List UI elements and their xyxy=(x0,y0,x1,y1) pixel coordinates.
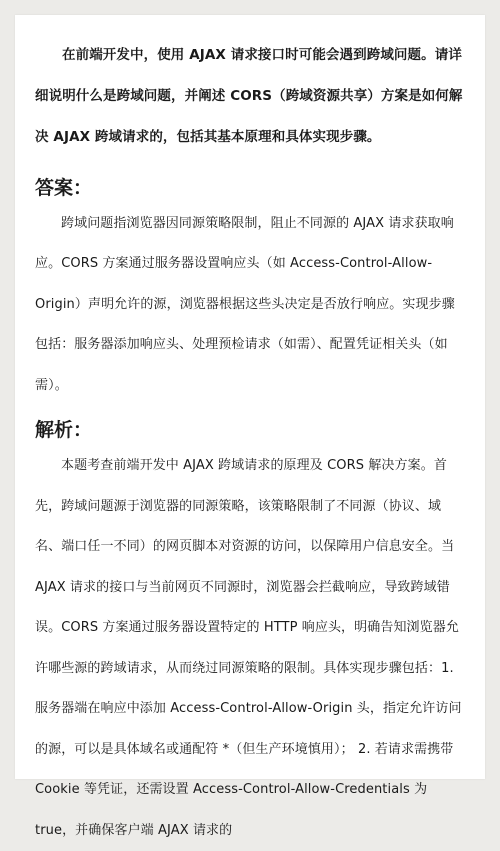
analysis-heading: 解析： xyxy=(35,419,93,441)
document-page xyxy=(15,15,485,838)
answer-heading: 答案： xyxy=(35,176,93,199)
answer-text: 跨域问题指浏览器因同源策略限制，阻止不同源的 AJAX 请求获取响应。CORS 方案通过服务器设置响应头（如 Access-Control-Allow-Origin）声明允许的源，浏览器根据这些头决定是否放行响应。实现步骤包括：服务器添加响应头、处理预检请求（如需）、配置凭证相关头（如需）。 xyxy=(35,215,455,393)
question-text: 在前端开发中，使用 AJAX 请求接口时可能会遇到跨域问题。请详细说明什么是跨域问题，并阐述 CORS（跨域资源共享）方案是如何解决 AJAX 跨域请求的，包括其基本原理和具体实现步骤。 xyxy=(35,47,463,145)
analysis-text: 本题考查前端开发中 AJAX 跨域请求的原理及 CORS 解决方案。首先，跨域问题源于浏览器的同源策略，该策略限制了不同源（协议、域名、端口任一不同）的网页脚本对资源的访问，以保障用户信息安全。当 AJAX 请求的接口与当前网页不同源时，浏览器会拦截响应，导致跨域错误。CORS 方案通过服务器设置特定的 HTTP 响应头，明确告知浏览器允许哪些源的跨域请求，从而绕过同源策略的限制。具体实现步骤包括：1. 服务器端在响应中添加 Access-Control-Allow-Origin 头，指定允许访问的源，可以是具体域名或通配符 *（但生产环境慎用）； 2. 若请求需携带 Cookie 等凭证，还需设置 Access-Control-Allow-Credentials 为 true，并确保客户端 AJAX 请求的 xyxy=(35,458,462,838)
